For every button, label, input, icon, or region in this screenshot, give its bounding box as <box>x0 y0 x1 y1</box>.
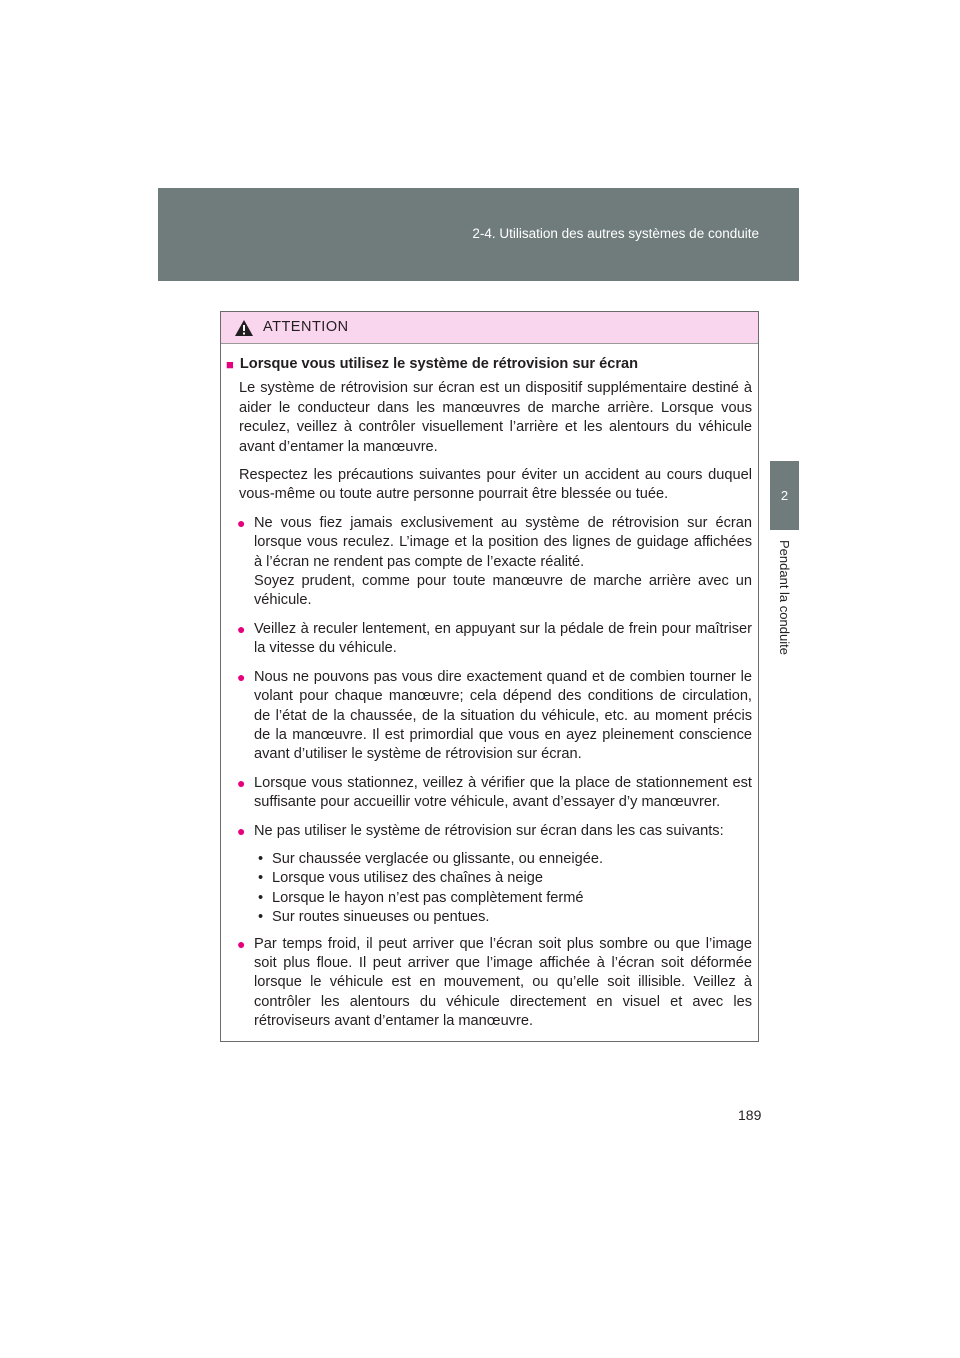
section-heading-text: Lorsque vous utilisez le système de rétrovision sur écran <box>239 356 639 372</box>
circle-bullet-icon: ● <box>237 774 246 791</box>
circle-bullet-icon: ● <box>237 620 246 637</box>
list-item-text: Ne vous fiez jamais exclusivement au système de rétrovision sur écran lorsque vous reculez. L’image et la position des lignes de guidage affichées à l’écran ne rendent pas compte de l’exacte réalité. <box>254 514 752 570</box>
chapter-tab <box>770 461 799 530</box>
page-number: 189 <box>738 1107 762 1123</box>
warning-title: ATTENTION <box>263 319 349 335</box>
list-item-text: Lorsque vous stationnez, veillez à vérifier que la place de stationnement est suffisante pour accueillir votre véhicule, avant d’essayer d’y manœuvrer. <box>254 774 752 811</box>
list-item-text: Veillez à reculer lentement, en appuyant sur la pédale de frein pour maîtriser la vitesse du véhicule. <box>254 620 752 657</box>
chapter-label-text: Pendant la conduite <box>777 540 792 655</box>
list-item <box>237 822 752 841</box>
warning-header <box>221 312 758 344</box>
list-item-extra: Soyez prudent, comme pour toute manœuvre de marche arrière avec un véhicule. <box>254 573 752 609</box>
precautions-paragraph: Respectez les précautions suivantes pour éviter un accident au cours duquel vous-même ou toute autre personne pourrait être blessée ou tuée. <box>239 467 752 503</box>
sub-list-item: • Sur chaussée verglacée ou glissante, ou enneigée. <box>258 850 604 867</box>
warning-triangle-icon <box>234 319 254 337</box>
chapter-number: 2 <box>780 488 789 503</box>
sub-list-item: • Lorsque le hayon n’est pas complètement fermé <box>258 889 584 906</box>
list-item <box>237 620 752 659</box>
list-item-text: Par temps froid, il peut arriver que l’écran soit plus sombre ou que l’image soit plus floue. Il peut arriver que l’image affichée à l’écran soit déformée lorsque le véhicule est en mouvement, ou qu’elle soit illisible. Veillez à contrôler les alentours du véhicule directement en visuel et avec les rétroviseurs avant d’entamer la manœuvre. <box>254 935 752 1030</box>
section-heading <box>226 355 752 374</box>
list-item-text: Nous ne pouvons pas vous dire exactement quand et de combien tourner le volant pour chaque manœuvre; cela dépend des conditions de circulation, de l’état de la chaussée, de la situation du véhicule, etc. au moment précis de la manœuvre. Il est primordial que vous en ayez pleinement conscience avant d’utiliser le système de rétrovision sur écran. <box>254 668 752 763</box>
warning-box <box>220 311 759 1042</box>
square-bullet-icon: ■ <box>226 357 234 372</box>
section-title: 2-4. Utilisation des autres systèmes de conduite <box>472 226 759 241</box>
circle-bullet-icon: ● <box>237 822 246 839</box>
sub-list-item: • Lorsque vous utilisez des chaînes à neige <box>258 870 543 887</box>
chapter-label <box>776 540 794 680</box>
circle-bullet-icon: ● <box>237 514 246 531</box>
circle-bullet-icon: ● <box>237 668 246 685</box>
warning-body <box>221 343 758 1041</box>
list-item <box>237 514 752 611</box>
list-item <box>237 774 752 813</box>
circle-bullet-icon: ● <box>237 935 246 952</box>
sub-list-item: • Sur routes sinueuses ou pentues. <box>258 909 490 926</box>
intro-paragraph: Le système de rétrovision sur écran est un dispositif supplémentaire destiné à aider le conducteur dans les manœuvres de marche arrière. Lorsque vous reculez, veillez à contrôler visuellement l’arrière et les alentours du véhicule avant d’entamer la manœuvre. <box>239 380 752 455</box>
section-header-band <box>158 188 799 281</box>
list-item-text: Ne pas utiliser le système de rétrovision sur écran dans les cas suivants: <box>254 822 724 839</box>
list-item <box>237 668 752 765</box>
sub-list <box>258 850 752 928</box>
list-item <box>237 935 752 1032</box>
